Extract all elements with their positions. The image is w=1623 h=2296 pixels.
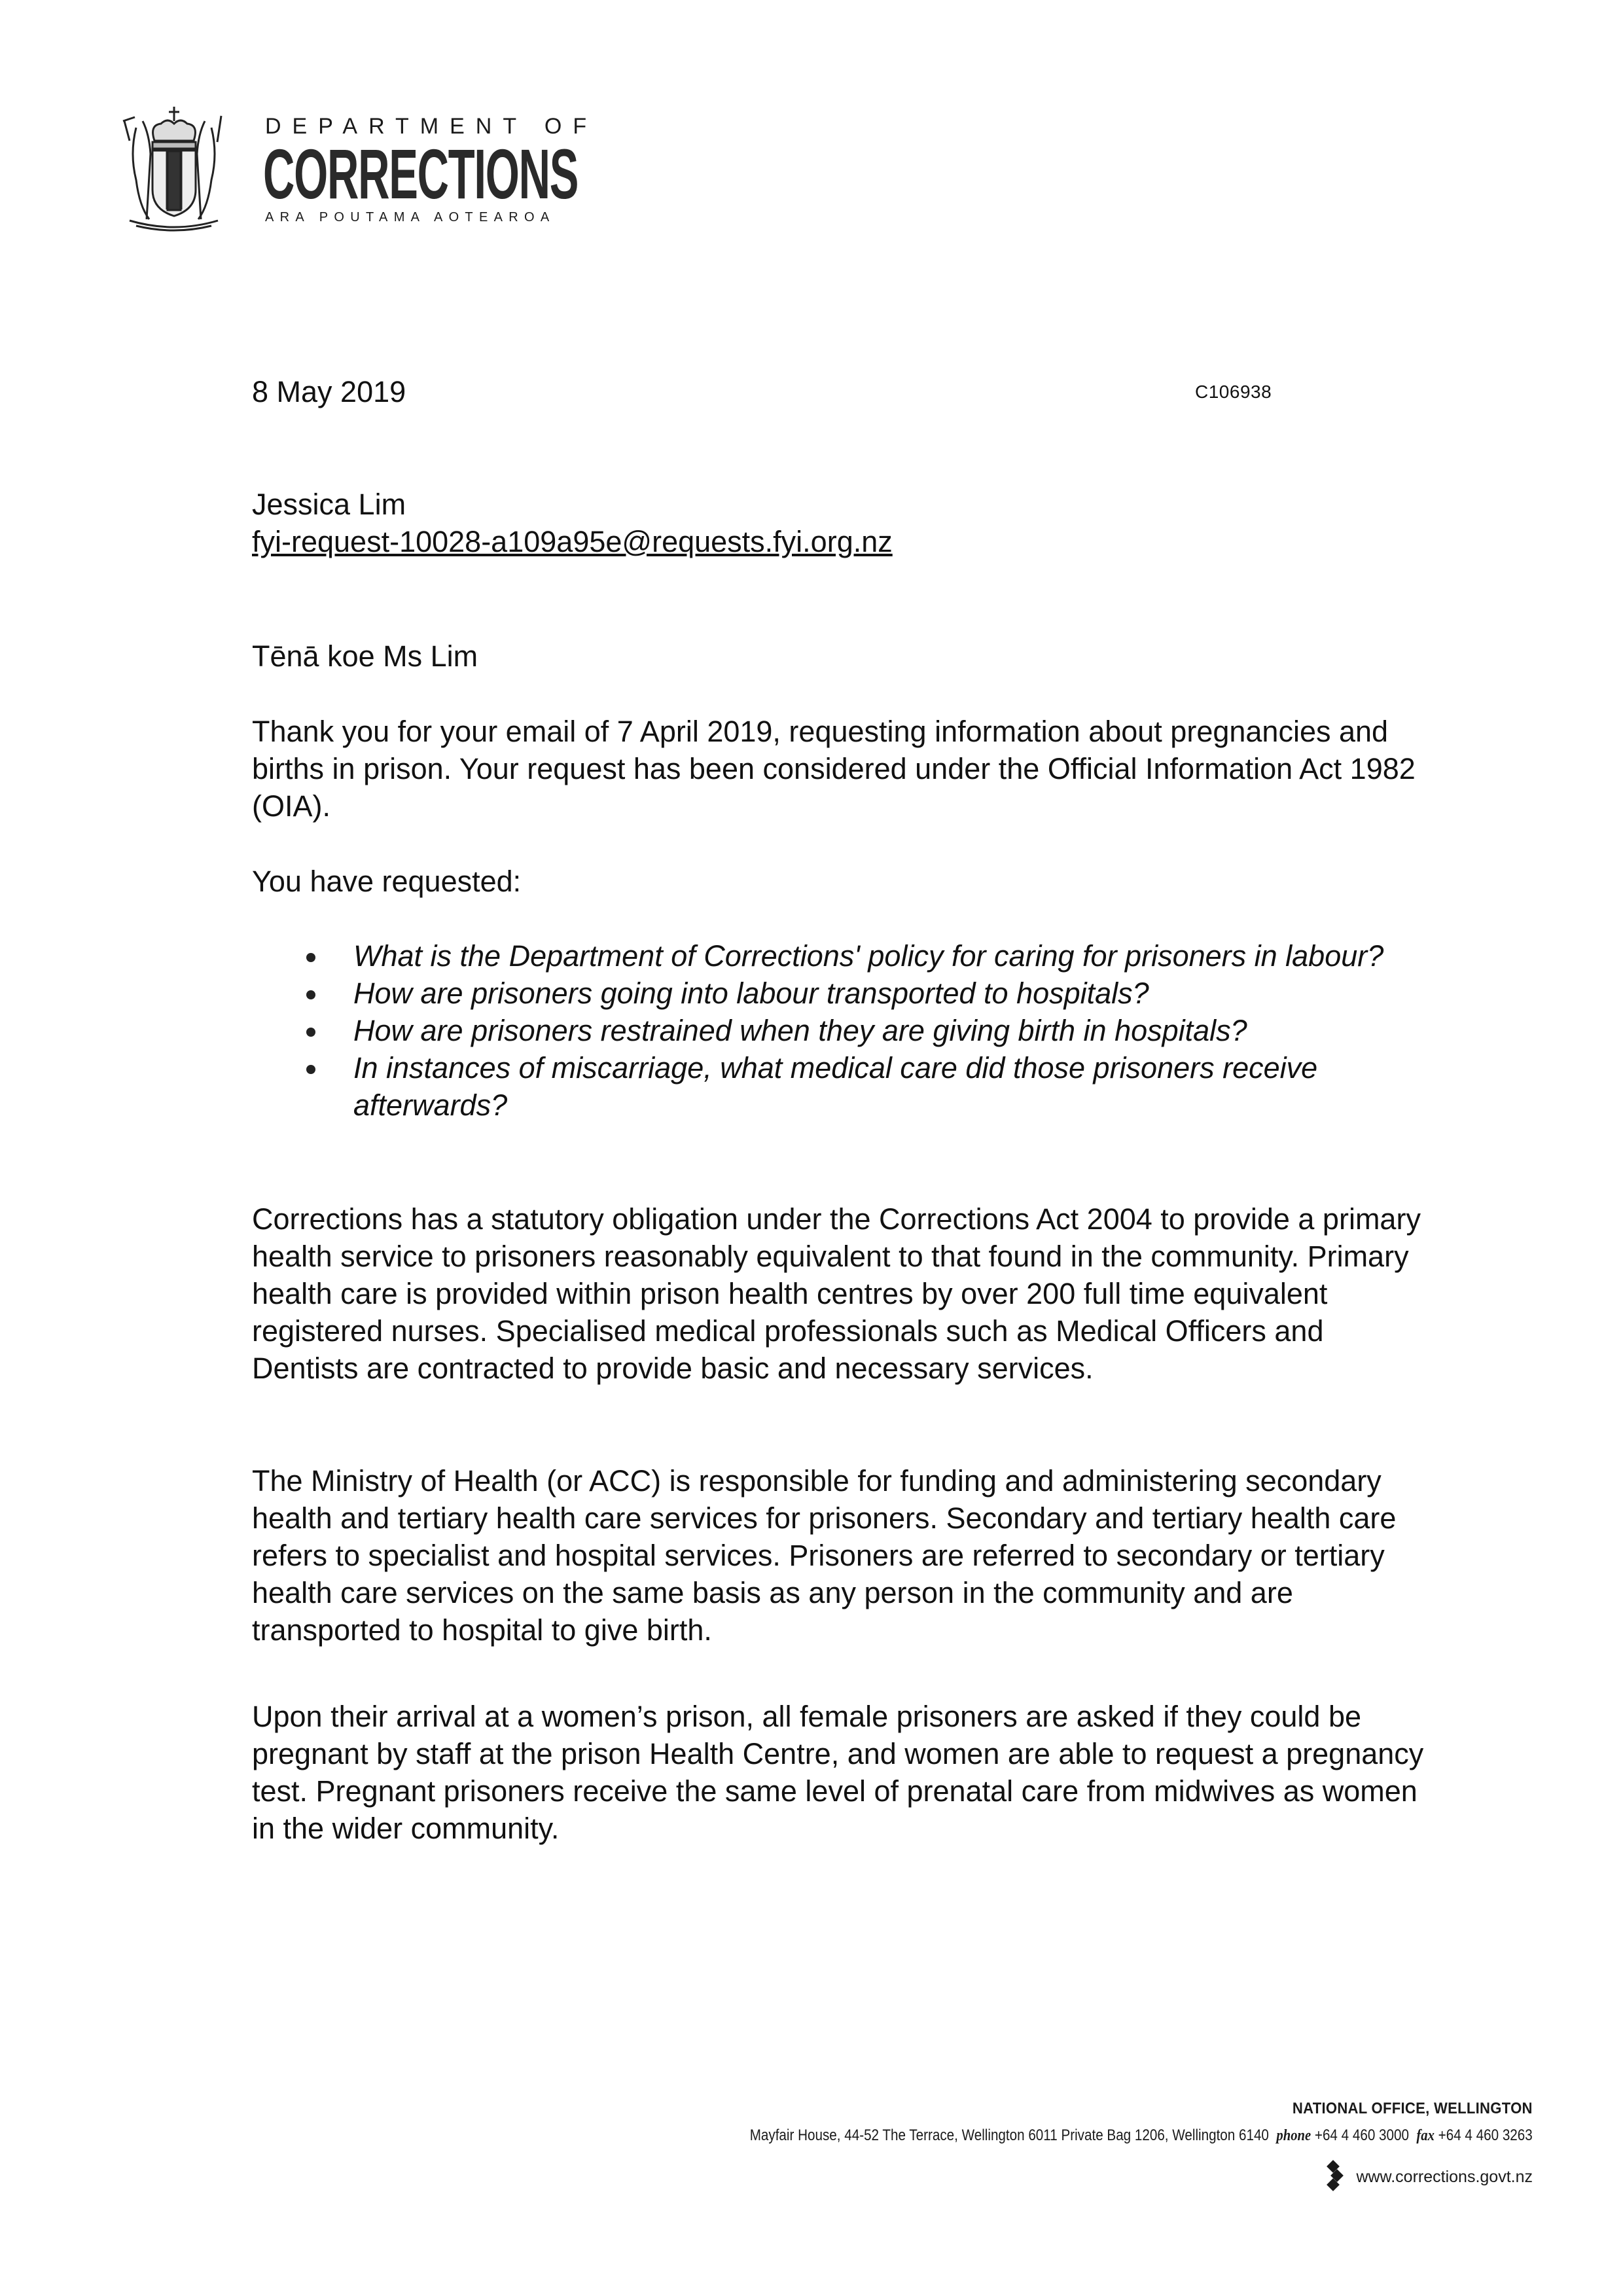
bullet-icon — [306, 990, 315, 999]
fax-label: fax — [1416, 2127, 1435, 2144]
request-list — [281, 937, 1433, 1124]
footer-address: Mayfair House, 44-52 The Terrace, Wellington 6011 Private Bag 1206, Wellington 6140 — [749, 2126, 1270, 2144]
request-item: In instances of miscarriage, what medical care did those prisoners receive afterwards? — [281, 1049, 1433, 1124]
bullet-icon — [306, 1028, 315, 1037]
request-item: How are prisoners restrained when they are giving birth in hospitals? — [281, 1012, 1433, 1049]
letterhead-maori-name: ARA POUTAMA AOTEAROA — [265, 210, 556, 224]
requested-label: You have requested: — [252, 865, 522, 898]
recipient-name: Jessica Lim — [252, 488, 406, 521]
letter-date: 8 May 2019 — [252, 375, 406, 408]
letterhead-department-of: DEPARTMENT OF — [265, 114, 598, 139]
greeting: Tēnā koe Ms Lim — [252, 639, 478, 673]
body-paragraph-ministry-of-health: The Ministry of Health (or ACC) is responsible for funding and administering secondary health and tertiary health care services for prisoners. Secondary and tertiary health care refers to specialist and hospital services. Prisoners are referred to secondary or tertiary health care services on the same basis as any person in the community and are transported to hospital to give birth. — [252, 1464, 1397, 1647]
fax-number: +64 4 460 3263 — [1438, 2126, 1533, 2144]
request-item: How are prisoners going into labour transported to hospitals? — [281, 975, 1433, 1012]
body-paragraph-arrival: Upon their arrival at a women’s prison, all female prisoners are asked if they could be pregnant by staff at the prison Health Centre, and women are able to request a pregnancy test. Pregnant prisoners receive the same level of prenatal care from midwives as women in the wider community. — [252, 1700, 1424, 1845]
footer-office: NATIONAL OFFICE, WELLINGTON — [1293, 2100, 1533, 2117]
reference-number: C106938 — [1195, 382, 1272, 402]
bullet-icon — [306, 1065, 315, 1074]
intro-paragraph: Thank you for your email of 7 April 2019, requesting information about pregnancies and births in prison. Your request has been considered under the Official Information Act 1982 (OIA). — [252, 715, 1416, 823]
body-paragraph-statutory-obligation: Corrections has a statutory obligation under the Corrections Act 2004 to provide a primary health service to prisoners reasonably equivalent to that found in the community. Primary health care is provided within prison health centres by over 200 full time equivalent registered nurses. Specialised medical professionals such as Medical Officers and Dentists are contracted to provide basic and necessary services. — [252, 1202, 1421, 1385]
phone-number: +64 4 460 3000 — [1315, 2126, 1410, 2144]
recipient-email-link[interactable]: fyi-request-10028-a109a95e@requests.fyi.org.nz — [252, 525, 893, 558]
nz-coat-of-arms-icon — [116, 101, 231, 232]
bullet-icon — [306, 953, 315, 962]
phone-label: phone — [1276, 2127, 1311, 2144]
request-item: What is the Department of Corrections' policy for caring for prisoners in labour? — [281, 937, 1433, 975]
footer-website-row — [1327, 2160, 1533, 2194]
corrections-diamond-logo-icon — [1327, 2160, 1342, 2194]
website-link[interactable]: www.corrections.govt.nz — [1356, 2167, 1533, 2186]
footer-address-line — [750, 2126, 1533, 2145]
letterhead-corrections: CORRECTIONS — [263, 134, 579, 213]
